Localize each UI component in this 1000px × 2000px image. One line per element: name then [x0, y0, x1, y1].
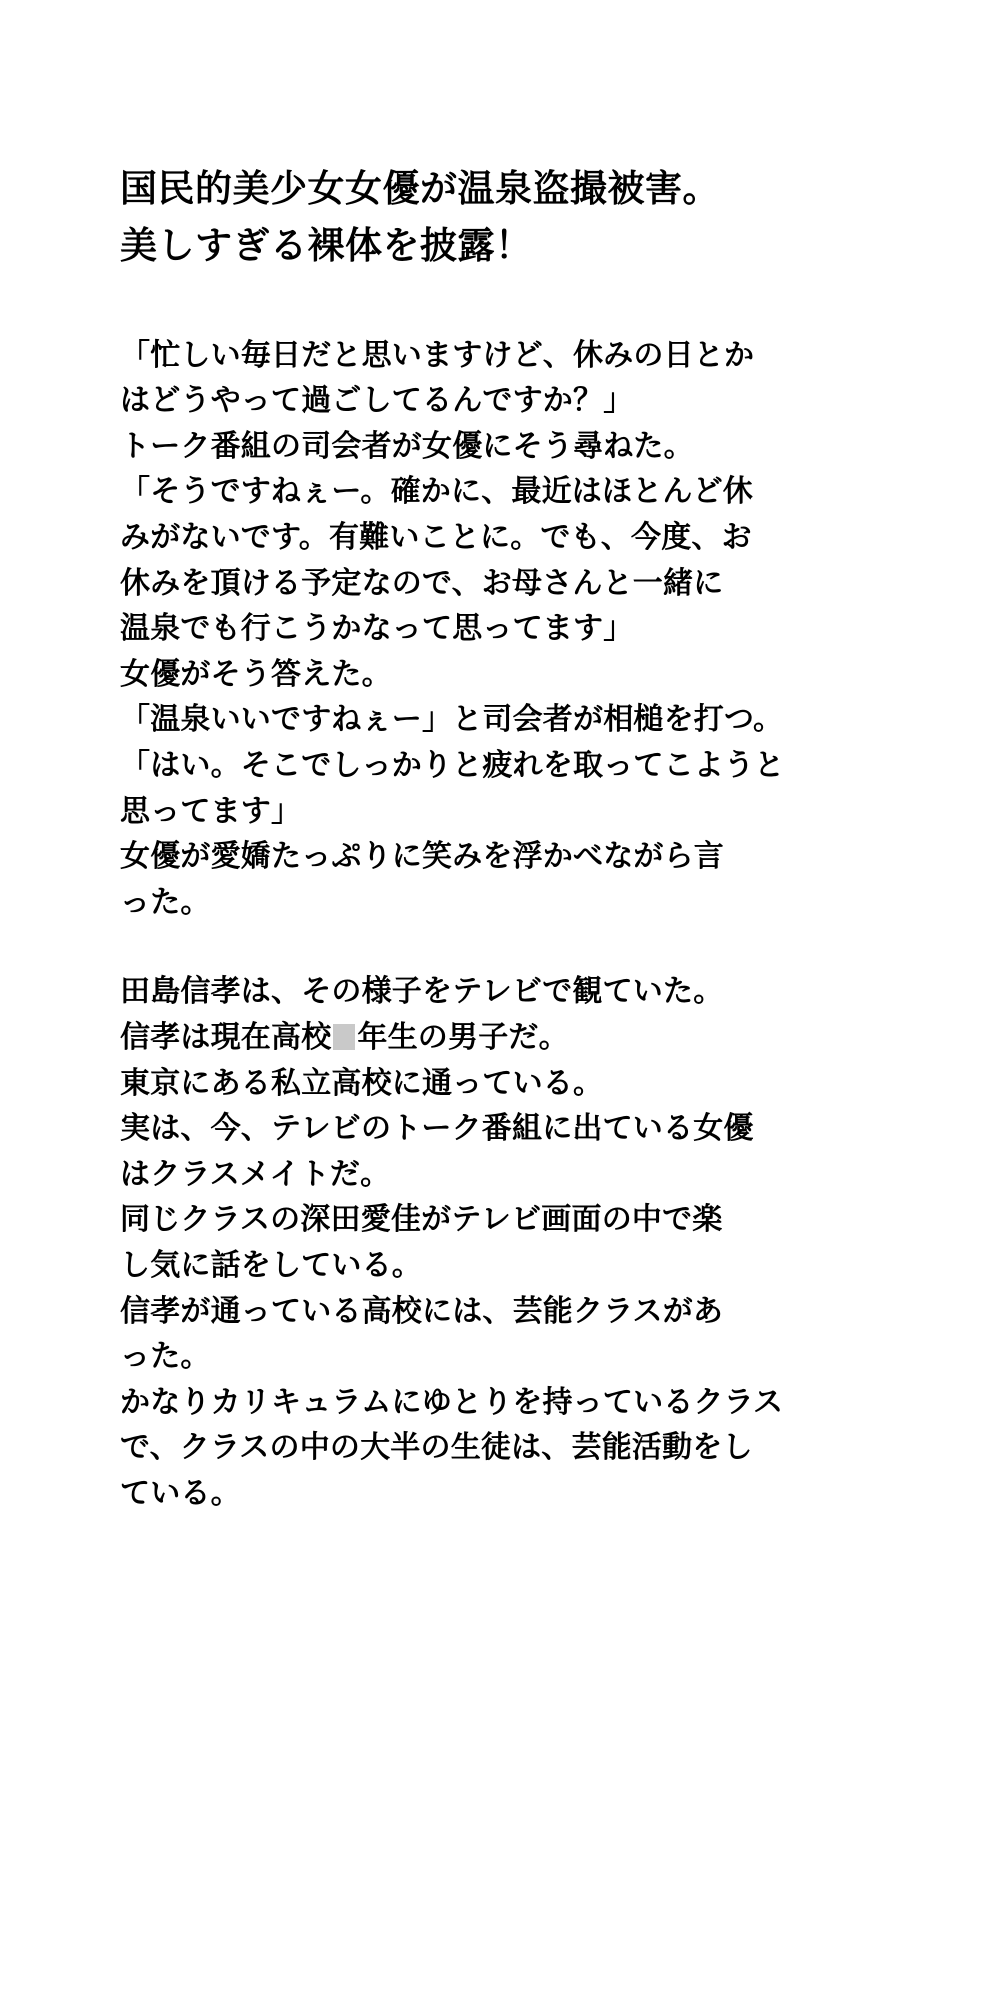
- section-interview-scene: [120, 333, 880, 926]
- text-line: 女優がそう答えた。: [120, 656, 392, 692]
- page-title: [120, 160, 880, 275]
- text-line: 「そうですねぇー。確かに、最近はほとんど休: [120, 474, 753, 510]
- text-line: で、クラスの中の大半の生徒は、芸能活動をし: [120, 1430, 753, 1466]
- title-line-1: 国民的美少女女優が温泉盗撮被害。: [120, 167, 720, 210]
- text-line: 「忙しい毎日だと思いますけど、休みの日とか: [120, 337, 755, 373]
- redacted-line-suffix: 年生の男子だ。: [357, 1020, 569, 1055]
- text-line: った。: [120, 1339, 211, 1375]
- text-line: 休みを頂ける予定なので、お母さんと一緒に: [120, 565, 724, 601]
- text-line: 田島信孝は、その様子をテレビで観ていた。: [120, 974, 724, 1010]
- text-line: 実は、今、テレビのトーク番組に出ている女優: [120, 1111, 754, 1147]
- redaction-block: [333, 1024, 355, 1050]
- text-line: はどうやって過ごしてるんですか？」: [120, 383, 634, 419]
- paragraph-spacer: [120, 925, 880, 969]
- text-line: 思ってます」: [120, 793, 302, 829]
- text-line: かなりカリキュラムにゆとりを持っているクラス: [120, 1384, 784, 1420]
- text-line: 同じクラスの深田愛佳がテレビ画面の中で楽: [120, 1202, 723, 1238]
- text-line: った。: [120, 884, 211, 920]
- text-line: はクラスメイトだ。: [120, 1156, 391, 1192]
- text-line: みがないです。有難いことに。でも、今度、お: [120, 520, 752, 556]
- text-line-redacted: [120, 1015, 880, 1061]
- redacted-line-prefix: 信孝は現在高校: [120, 1020, 332, 1055]
- text-line: 信孝が通っている高校には、芸能クラスがあ: [120, 1293, 724, 1329]
- text-line: 「はい。そこでしっかりと疲れを取ってこようと: [120, 748, 785, 784]
- text-line: トーク番組の司会者が女優にそう尋ねた。: [120, 428, 694, 464]
- text-line: 東京にある私立高校に通っている。: [120, 1065, 604, 1101]
- title-line-2: 美しすぎる裸体を披露！: [120, 224, 533, 268]
- body-text: [120, 333, 880, 1517]
- text-line: 「温泉いいですねぇー」と司会者が相槌を打つ。: [120, 702, 784, 738]
- text-line: し気に話をしている。: [120, 1247, 422, 1283]
- text-line: ている。: [120, 1475, 241, 1511]
- text-line: 温泉でも行こうかなって思ってます」: [120, 611, 634, 647]
- text-line: 女優が愛嬌たっぷりに笑みを浮かべながら言: [120, 839, 724, 875]
- section-protagonist-intro: [120, 969, 880, 1516]
